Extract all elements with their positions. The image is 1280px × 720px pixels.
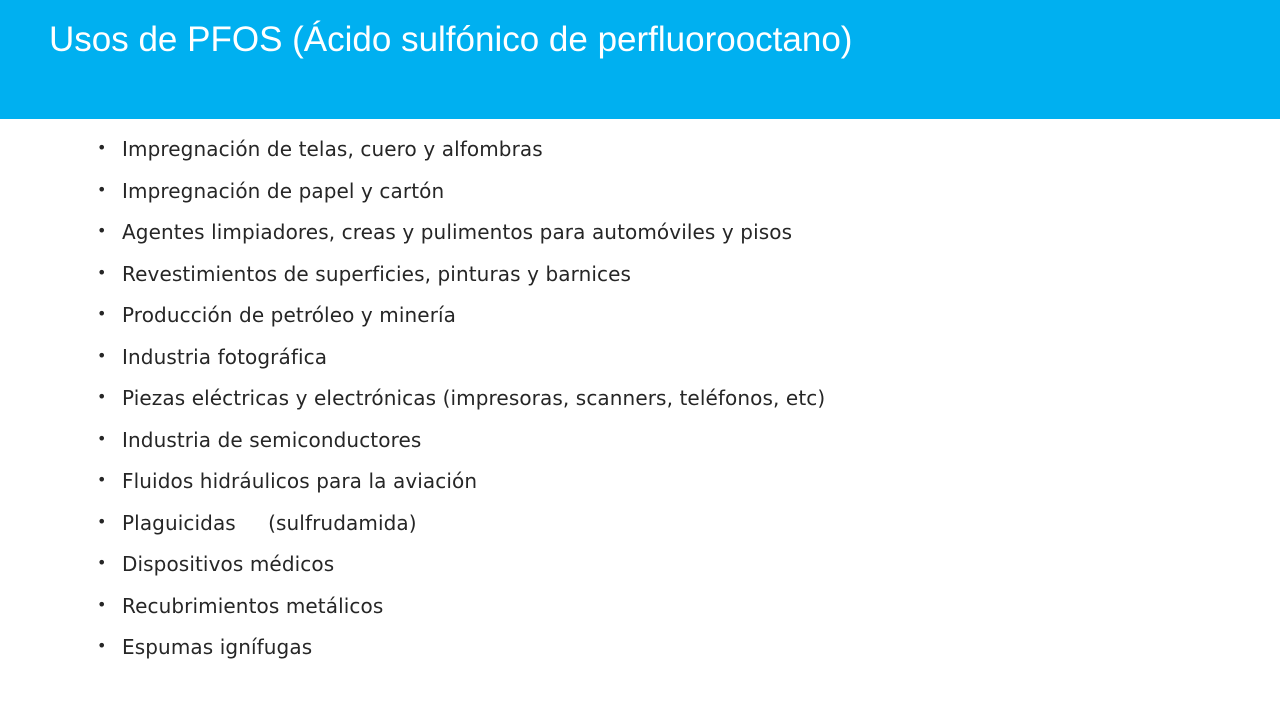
bullet-icon: • <box>97 179 107 199</box>
list-item <box>97 420 422 462</box>
list-item <box>97 171 445 213</box>
list-item-text: Industria fotográfica <box>122 344 328 369</box>
list-item-text: Agentes limpiadores, creas y pulimentos para automóviles y pisos <box>122 220 793 244</box>
list-item <box>97 254 632 296</box>
list-item-text: Dispositivos médicos <box>122 552 335 576</box>
bullet-icon: • <box>97 511 107 531</box>
bullet-icon: • <box>97 345 107 365</box>
bullet-icon: • <box>97 636 107 655</box>
list-item <box>97 129 543 171</box>
list-item <box>97 378 826 420</box>
list-item <box>97 586 384 628</box>
list-item-text: Plaguicidas (sulfrudamida) <box>122 510 417 535</box>
list-item-text: Revestimientos de superficies, pinturas y barnices <box>122 261 632 286</box>
bullet-icon: • <box>97 428 107 448</box>
bullet-icon: • <box>97 387 107 406</box>
list-item <box>97 544 335 586</box>
bullet-list <box>97 129 826 669</box>
slide-title: Usos de PFOS (Ácido sulfónico de perfluorooctano) <box>49 20 853 59</box>
list-item <box>97 461 478 503</box>
bullet-icon: • <box>97 138 107 157</box>
list-item-text: Espumas ignífugas <box>122 635 313 659</box>
list-item-text: Recubrimientos metálicos <box>122 593 384 618</box>
list-item <box>97 627 313 669</box>
list-item-text: Producción de petróleo y minería <box>122 303 457 327</box>
list-item <box>97 337 328 379</box>
list-item <box>97 212 793 254</box>
list-item <box>97 503 417 545</box>
list-item-text: Impregnación de telas, cuero y alfombras <box>122 137 543 161</box>
list-item <box>97 295 457 337</box>
list-item-text: Impregnación de papel y cartón <box>122 178 445 203</box>
bullet-icon: • <box>97 470 107 489</box>
header-band <box>0 0 1280 119</box>
bullet-icon: • <box>97 262 107 282</box>
list-item-text: Fluidos hidráulicos para la aviación <box>122 469 478 493</box>
list-item-text: Piezas eléctricas y electrónicas (impresoras, scanners, teléfonos, etc) <box>122 386 826 410</box>
bullet-icon: • <box>97 553 107 572</box>
list-item-text: Industria de semiconductores <box>122 427 422 452</box>
bullet-icon: • <box>97 304 107 323</box>
bullet-icon: • <box>97 594 107 614</box>
bullet-icon: • <box>97 221 107 240</box>
